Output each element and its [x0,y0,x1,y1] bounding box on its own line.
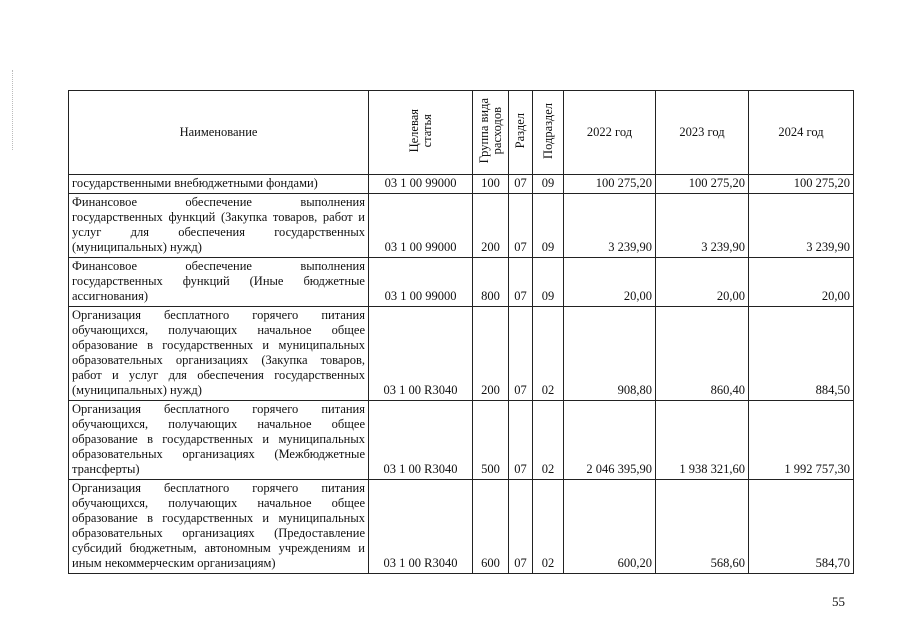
row-target: 03 1 00 R3040 [369,307,473,401]
page-number: 55 [832,594,845,609]
header-row [69,91,854,175]
row-name: Организация бесплатного горячего питания обучающихся, получающих начальное общее образование в государственных и муниципальных образовательных организациях (Межбюджетные трансферты) [69,401,369,480]
row-2024: 1 992 757,30 [749,401,854,480]
row-2024: 884,50 [749,307,854,401]
row-target: 03 1 00 R3040 [369,480,473,574]
header-target-article: Целевая статья [369,91,473,175]
header-year-2024: 2024 год [749,91,854,175]
row-section: 07 [509,258,533,307]
table-body [69,175,854,574]
row-group: 200 [473,194,509,258]
row-2023: 568,60 [656,480,749,574]
table-row [69,175,854,194]
row-section: 07 [509,307,533,401]
row-group: 800 [473,258,509,307]
table-row [69,401,854,480]
scan-edge-mark [12,70,13,150]
header-name: Наименование [69,91,369,175]
table-row [69,258,854,307]
row-2024: 100 275,20 [749,175,854,194]
row-2022: 600,20 [564,480,656,574]
row-name: Финансовое обеспечение выполнения государственных функций (Закупка товаров, работ и услуг для обеспечения государственных (муниципальных) нужд) [69,194,369,258]
row-section: 07 [509,194,533,258]
table-header [69,91,854,175]
row-section: 07 [509,175,533,194]
row-name: государственными внебюджетными фондами) [69,175,369,194]
row-subsection: 09 [533,175,564,194]
row-subsection: 02 [533,401,564,480]
row-2023: 20,00 [656,258,749,307]
row-2023: 1 938 321,60 [656,401,749,480]
table-row [69,480,854,574]
row-section: 07 [509,480,533,574]
row-target: 03 1 00 99000 [369,258,473,307]
row-subsection: 02 [533,307,564,401]
header-expense-group: Группа вида расходов [473,91,509,175]
row-2022: 100 275,20 [564,175,656,194]
row-2024: 584,70 [749,480,854,574]
row-2022: 2 046 395,90 [564,401,656,480]
row-2024: 20,00 [749,258,854,307]
row-subsection: 09 [533,194,564,258]
row-2022: 908,80 [564,307,656,401]
row-name: Организация бесплатного горячего питания обучающихся, получающих начальное общее образование в государственных и муниципальных образовательных организациях (Предоставление субсидий бюджетным, автономным учреждениям и иным некоммерческим организациям) [69,480,369,574]
row-group: 600 [473,480,509,574]
row-group: 500 [473,401,509,480]
header-year-2022: 2022 год [564,91,656,175]
row-2023: 3 239,90 [656,194,749,258]
row-2022: 20,00 [564,258,656,307]
row-subsection: 02 [533,480,564,574]
row-target: 03 1 00 99000 [369,194,473,258]
row-2024: 3 239,90 [749,194,854,258]
table-row [69,194,854,258]
row-group: 100 [473,175,509,194]
table-row [69,307,854,401]
row-subsection: 09 [533,258,564,307]
row-2023: 100 275,20 [656,175,749,194]
budget-table [68,90,854,574]
row-2023: 860,40 [656,307,749,401]
row-target: 03 1 00 99000 [369,175,473,194]
row-section: 07 [509,401,533,480]
row-target: 03 1 00 R3040 [369,401,473,480]
row-group: 200 [473,307,509,401]
header-year-2023: 2023 год [656,91,749,175]
row-2022: 3 239,90 [564,194,656,258]
header-section: Раздел [509,91,533,175]
header-subsection: Подраздел [533,91,564,175]
row-name: Финансовое обеспечение выполнения государственных функций (Иные бюджетные ассигнования) [69,258,369,307]
row-name: Организация бесплатного горячего питания обучающихся, получающих начальное общее образование в государственных и муниципальных образовательных организациях (Закупка товаров, работ и услуг для обеспечения государственных (муниципальных) нужд) [69,307,369,401]
